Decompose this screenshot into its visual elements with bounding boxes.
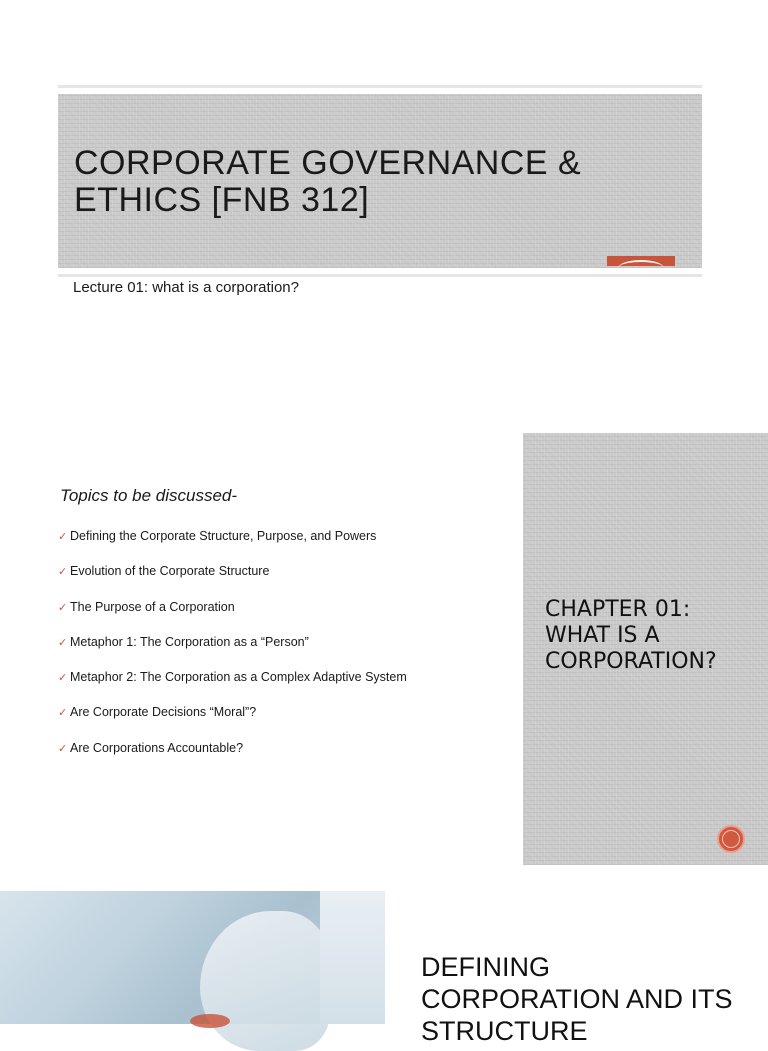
check-icon: ✓: [58, 566, 68, 579]
hand-photo: [0, 891, 385, 1024]
check-icon: ✓: [58, 672, 68, 685]
topics-list: [58, 526, 407, 773]
list-item: [58, 667, 407, 702]
slide-defining: [0, 891, 768, 1046]
chapter-title: CHAPTER 01: WHAT IS A CORPORATION?: [545, 597, 717, 674]
topic-label: Metaphor 2: The Corporation as a Complex Adaptive System: [70, 670, 407, 685]
lecture-subtitle: Lecture 01: what is a corporation?: [73, 279, 299, 296]
topic-label: Are Corporations Accountable?: [70, 740, 244, 755]
circle-icon-ring: [722, 830, 740, 848]
topic-label: Are Corporate Decisions “Moral”?: [70, 705, 257, 720]
photo-accent: [190, 1014, 230, 1028]
check-icon: ✓: [58, 636, 68, 649]
photo-hand-shape: [200, 911, 330, 1051]
check-icon: ✓: [58, 531, 68, 543]
list-item: [58, 597, 407, 632]
list-item: [58, 526, 407, 561]
list-item: [58, 632, 407, 667]
check-icon: ✓: [58, 742, 68, 755]
list-item: [58, 561, 407, 596]
chapter-panel: [523, 433, 768, 865]
photo-background-shape: [320, 891, 385, 1024]
topic-label: The Purpose of a Corporation: [70, 599, 235, 614]
list-item: [58, 702, 407, 737]
section-title: DEFINING CORPORATION AND ITS STRUCTURE: [421, 952, 733, 1046]
slide-title: [0, 0, 768, 420]
topic-label: Evolution of the Corporate Structure: [70, 564, 270, 579]
circle-icon: [717, 825, 745, 853]
check-icon: ✓: [58, 601, 68, 614]
slide-topics: [0, 420, 768, 880]
title-banner: [58, 85, 702, 277]
topic-label: Metaphor 1: The Corporation as a “Person”: [70, 634, 309, 649]
topic-label: Defining the Corporate Structure, Purpose, and Powers: [70, 529, 377, 543]
course-title: CORPORATE GOVERNANCE & ETHICS [FNB 312]: [74, 144, 582, 219]
list-item: [58, 738, 407, 773]
check-icon: ✓: [58, 707, 68, 720]
accent-arc: [618, 260, 664, 276]
topics-heading: Topics to be discussed-: [60, 486, 238, 505]
